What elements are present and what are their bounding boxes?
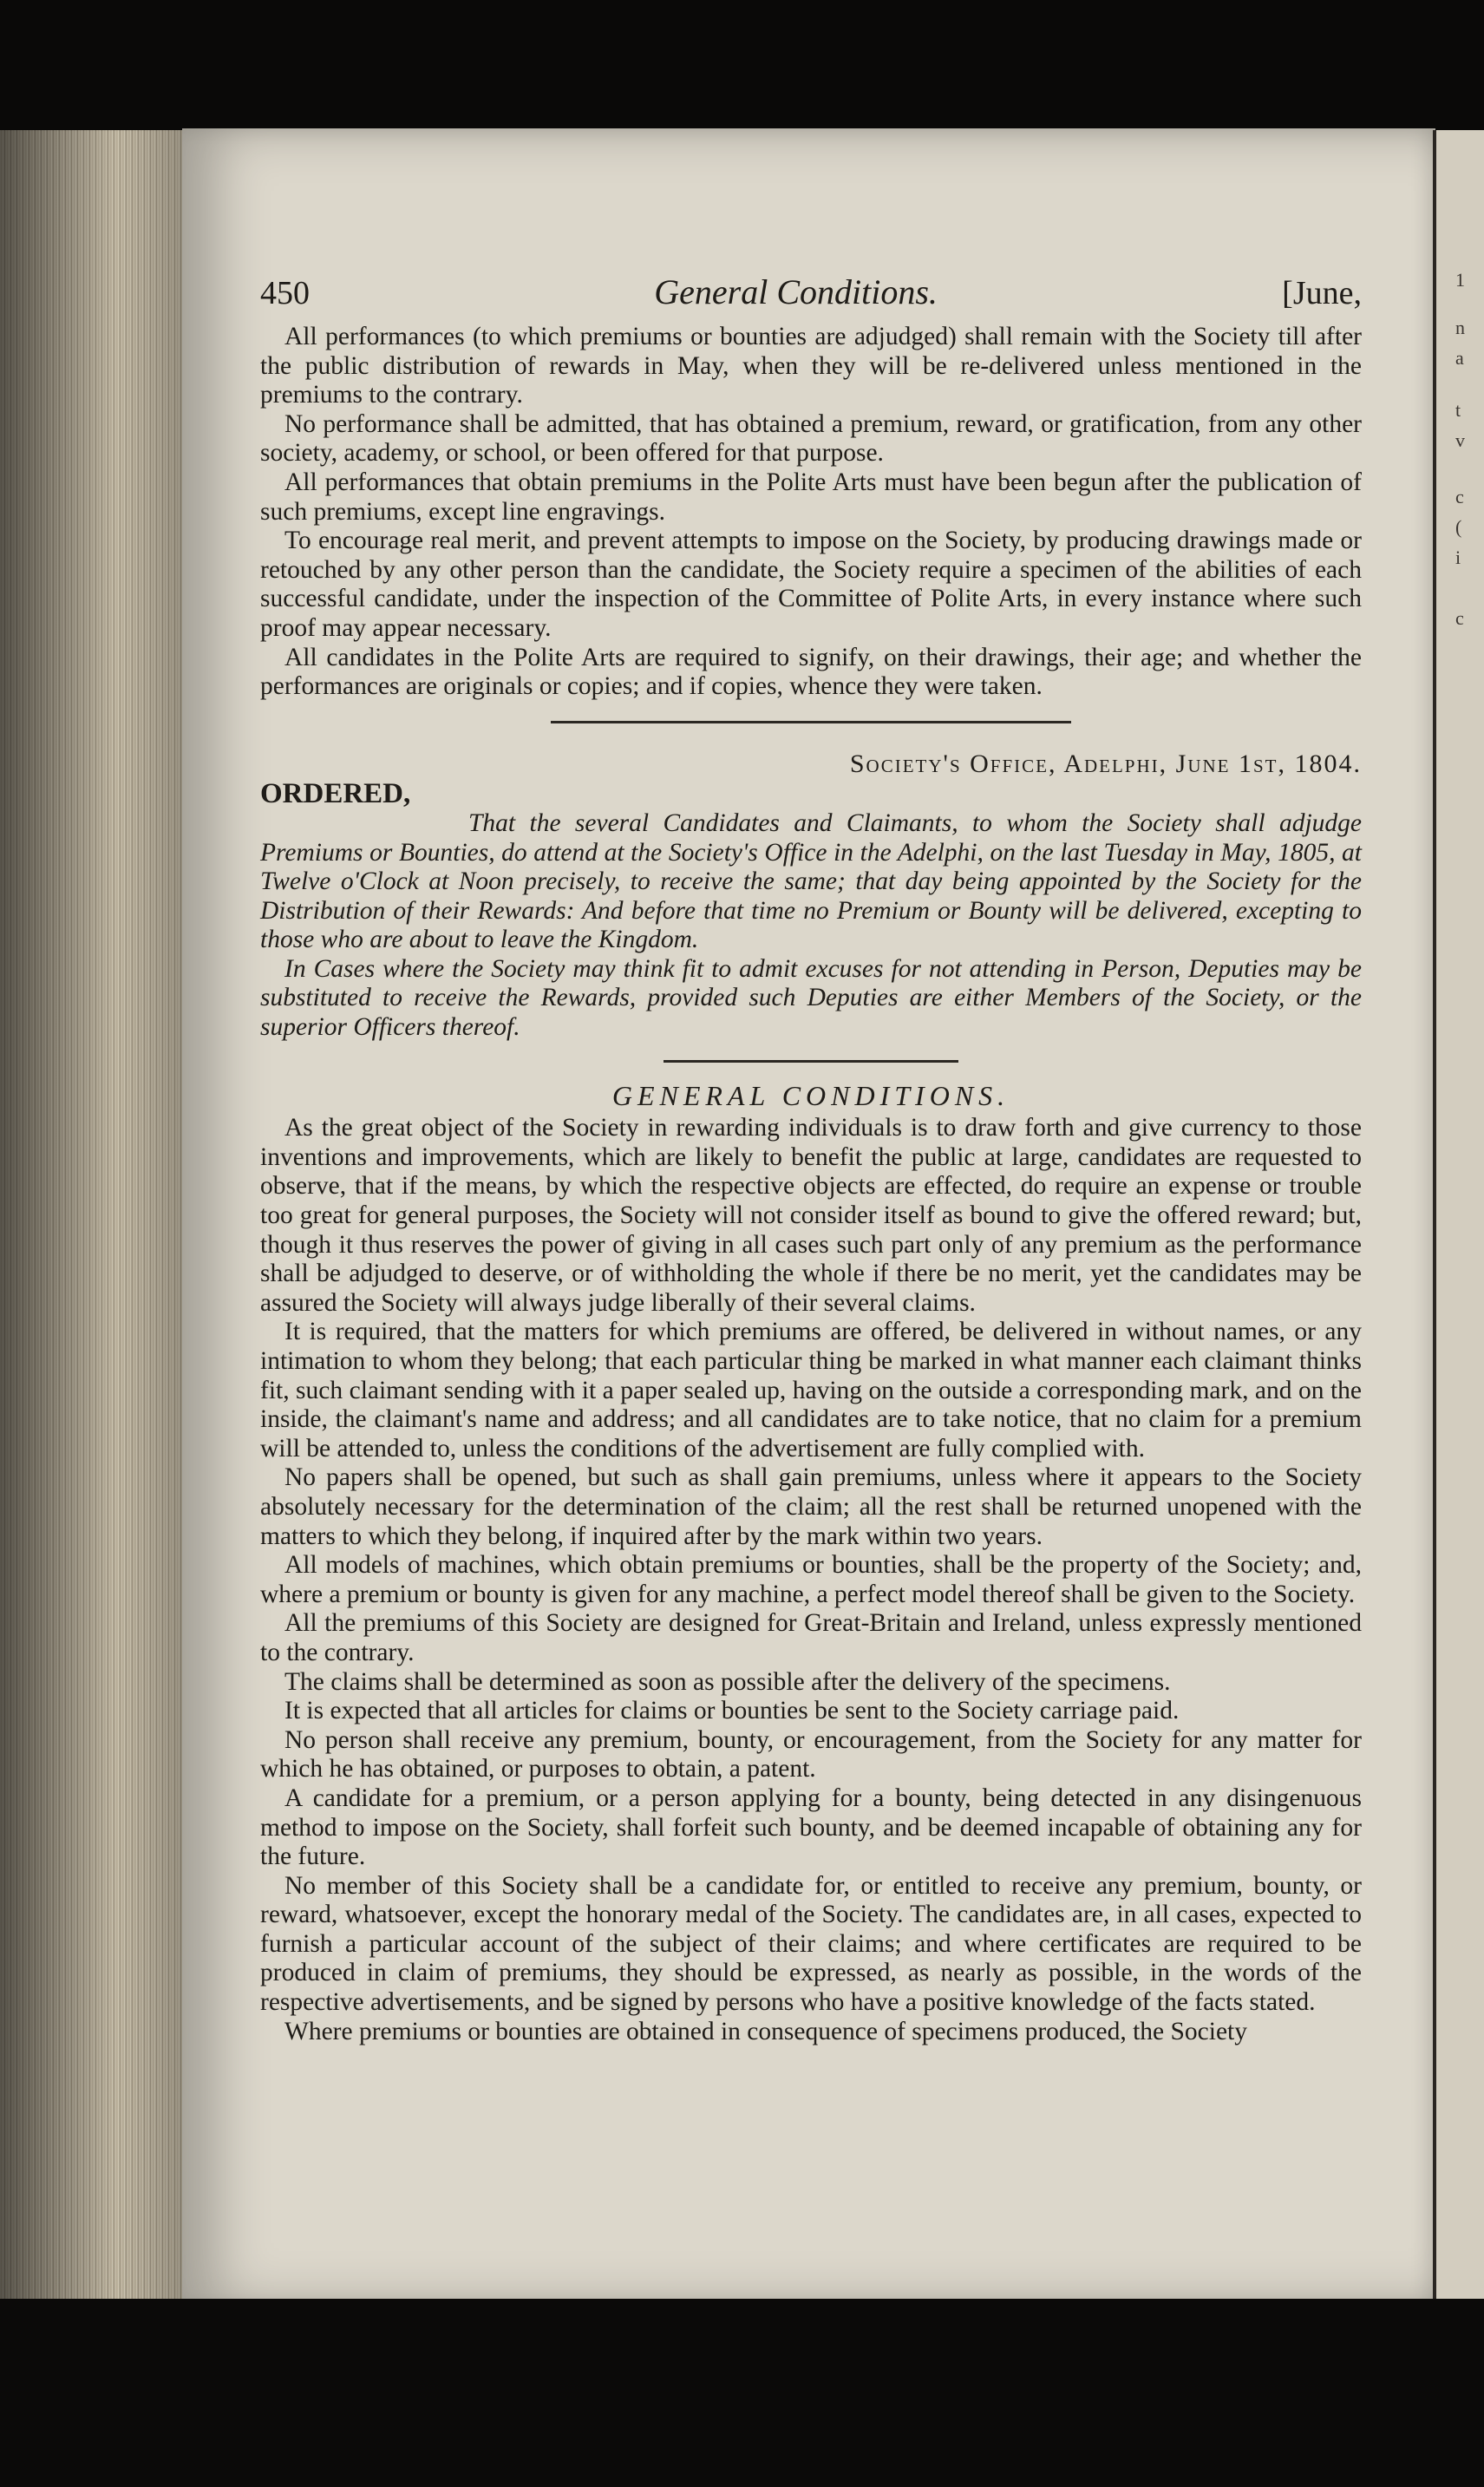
paragraph: No member of this Society shall be a candidate for, or entitled to receive any premium, bounty, or reward, whatsoever, except the honorary medal of the Society. The candidates are, in all cases, expected to furnish a particular account of the subject of their claims; and where certificates are required to be produced in claim of premiums, they should be expressed, as nearly as possible, in the words of the respective advertisements, and be signed by persons who have a positive knowledge of the facts stated.: [260, 1871, 1362, 2017]
facing-letter: 1: [1455, 269, 1465, 291]
notice-dateline: Society's Office, Adelphi, June 1st, 1804.: [849, 749, 1362, 778]
paragraph: No person shall receive any premium, bounty, or encouragement, from the Society for any matter for which he has obtained, or purposes to obtain, a patent.: [260, 1725, 1362, 1783]
paragraph: To encourage real merit, and prevent attempts to impose on the Society, by producing drawings made or retouched by any other person than the candidate, the Society require a specimen of the abilities of each successful candidate, under the inspection of the Committee of Polite Arts, in every instance where such proof may appear necessary.: [260, 527, 1362, 642]
facing-letter: t: [1455, 399, 1461, 421]
bottom-background: [0, 2299, 1484, 2487]
paragraph: A candidate for a premium, or a person applying for a bounty, being detected in any disingenuous method to impose on the Society, shall forfeit such bounty, and be deemed incapable of obtaining any for the future.: [260, 1783, 1362, 1871]
page-number: 450: [260, 275, 310, 311]
facing-letter: i: [1455, 546, 1461, 568]
conditions-section: [260, 1114, 1362, 2046]
paragraph: All candidates in the Polite Arts are required to signify, on their drawings, their age; and whether the performances are originals or copies; and if copies, whence they were taken.: [260, 643, 1362, 701]
page-text: [260, 272, 1362, 2046]
divider-rule: [551, 721, 1071, 723]
paragraph: All the premiums of this Society are designed for Great-Britain and Ireland, unless expressly mentioned to the contrary.: [260, 1609, 1362, 1666]
facing-letter: v: [1455, 429, 1465, 451]
paragraph: It is expected that all articles for claims or bounties be sent to the Society carriage paid.: [284, 1697, 1180, 1725]
notice-paragraph: That the several Candidates and Claimants, to whom the Society shall adjudge Premiums or Bounties, do attend at the Society's Office in the Adelphi, on the last Tuesday in May, 1805, at Twelve o'Clock at Noon precisely, to receive the same; that day being appointed by the Society for the Distribution of their Rewards: And before that time no Premium or Bounty will be delivered, excepting to those who are about to leave the Kingdom.: [260, 808, 1362, 954]
paragraph: Where premiums or bounties are obtained in consequence of specimens produced, the Society: [284, 2017, 1247, 2045]
facing-letter: a: [1455, 347, 1464, 369]
section-heading: GENERAL CONDITIONS.: [611, 1079, 1010, 1111]
paragraph: The claims shall be determined as soon as possible after the delivery of the specimens.: [284, 1667, 1171, 1696]
paragraph: All performances (to which premiums or bounties are adjudged) shall remain with the Society till after the public distribution of rewards in May, when they will be re-delivered unless mentioned in the premiums to the contrary.: [260, 323, 1362, 409]
notice-paragraph: In Cases where the Society may think fit to admit excuses for not attending in Person, Deputies may be substituted to receive the Rewards, provided such Deputies are either Members of the Society, or the superior Officers thereof.: [260, 954, 1362, 1042]
running-title: General Conditions.: [654, 272, 938, 311]
top-background: [0, 0, 1484, 130]
running-header: [260, 272, 1362, 316]
paragraph: No papers shall be opened, but such as shall gain premiums, unless where it appears to the Society absolutely necessary for the determination of the claim; all the rest shall be returned unopened with the matters to which they belong, if inquired after by the mark within two years.: [260, 1463, 1362, 1550]
facing-letter: (: [1455, 516, 1462, 538]
paragraph: As the great object of the Society in rewarding individuals is to draw forth and give currency to those inventions and improvements, which are likely to benefit the public at large, candidates are requested to observe, that if the means, by which the respective objects are effected, do require an expense or trouble too great for general purposes, the Society will not consider itself as bound to give the offered reward; but, though it thus reserves the power of giving in all cases such part only of any premium as the performance shall be adjudged to deserve, or of withholding the whole if there be no merit, yet the candidates may be assured the Society will always judge liberally of their several claims.: [260, 1114, 1362, 1317]
paragraph: It is required, that the matters for which premiums are offered, be delivered in without names, or any intimation to whom they belong; that each particular thing be marked in what manner each claimant thinks fit, such claimant sending with it a paper sealed up, having on the outside a corresponding mark, and on the inside, the claimant's name and address; and all candidates are to take notice, that no claim for a premium will be attended to, unless the conditions of the advertisement are fully complied with.: [260, 1318, 1362, 1463]
header-month: [June,: [1282, 275, 1362, 311]
paragraph: All models of machines, which obtain premiums or bounties, shall be the property of the Society; and, where a premium or bounty is given for any machine, a perfect model thereof shall be given to the Society.: [260, 1551, 1362, 1608]
intro-section: [260, 323, 1362, 702]
divider-rule: [664, 1060, 958, 1063]
notice-body: [260, 809, 1362, 1043]
paragraph: No performance shall be admitted, that has obtained a premium, reward, or gratification, from any other society, academy, or school, or been offered for that purpose.: [260, 409, 1362, 468]
facing-page: [1433, 130, 1484, 2299]
facing-letter: c: [1455, 486, 1464, 507]
notice-ordered: ORDERED,: [260, 778, 411, 810]
facing-letter: n: [1455, 317, 1465, 338]
facing-letter: c: [1455, 607, 1464, 629]
page-edges-shade: [0, 130, 195, 2299]
paragraph: All performances that obtain premiums in the Polite Arts must have been begun after the publication of such premiums, except line engravings.: [260, 468, 1362, 526]
